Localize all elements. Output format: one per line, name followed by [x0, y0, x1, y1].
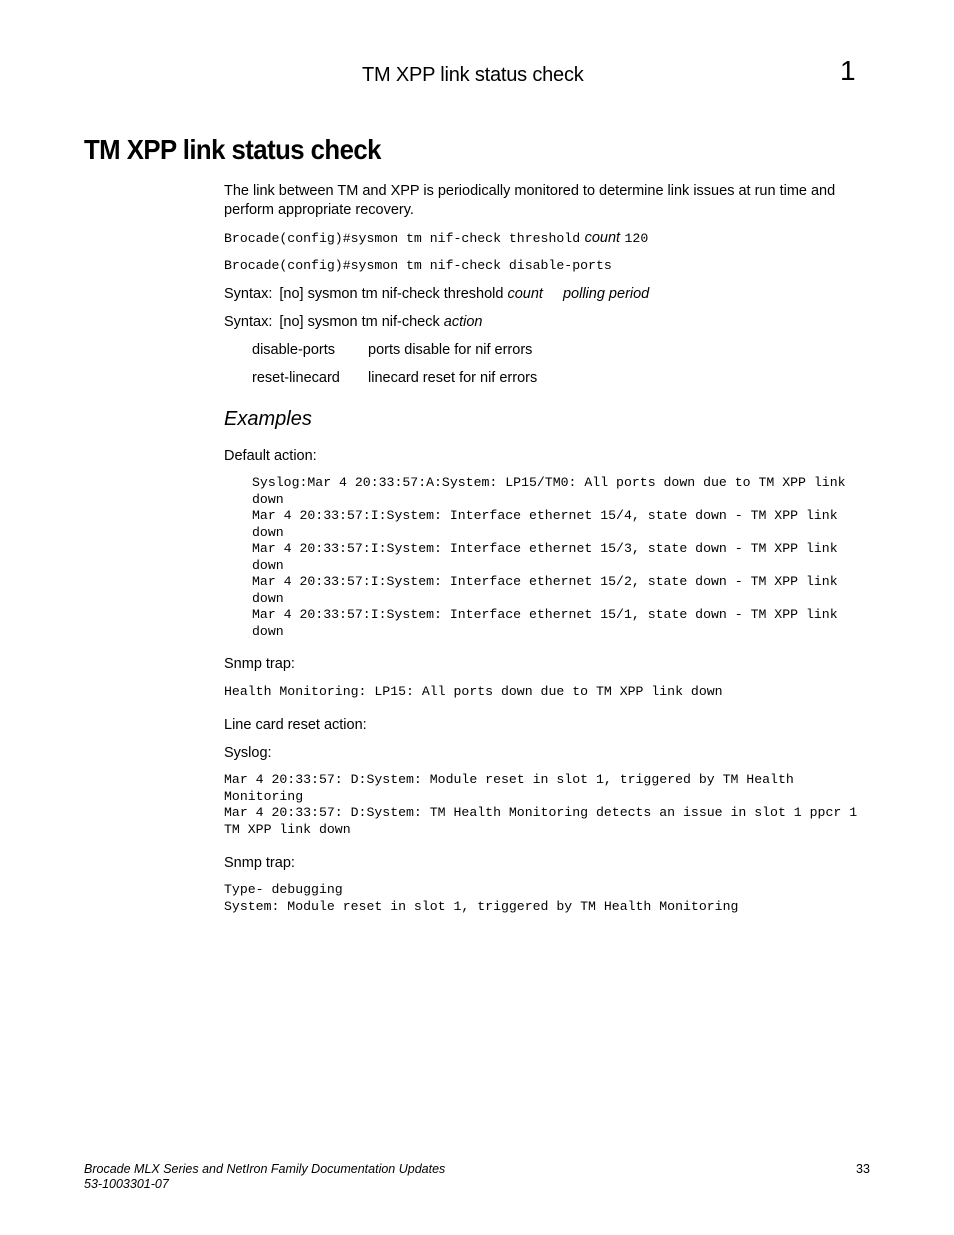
syntax-arg-polling-period: polling period: [562, 286, 650, 302]
chapter-number: 1: [840, 55, 856, 86]
snmp-trap-label: Snmp trap:: [224, 855, 295, 871]
intro-paragraph: The link between TM and XPP is periodically monitored to determine link issues at run time and perform appropriate recovery.: [224, 183, 836, 218]
line-card-reset-label: Line card reset action:: [224, 717, 367, 733]
examples-heading: Examples: [224, 408, 312, 430]
syslog-label: Syslog:: [224, 745, 272, 761]
section-title: TM XPP link status check: [84, 134, 381, 165]
syslog-log: Mar 4 20:33:57: D:System: Module reset in slot 1, triggered by TM Health Monitoring Mar 4 20:33:57: D:System: TM Health Monitoring detects an issue in slot 1 ppcr 1 TM XPP link down: [224, 772, 858, 837]
syntax-label: Syntax:: [224, 314, 273, 330]
default-action-log: Syslog:Mar 4 20:33:57:A:System: LP15/TM0: All ports down due to TM XPP link down Mar 4 20:33:57:I:System: Interface ethernet 15/4, state down - TM XPP link down Mar 4 20:33:57:I:System: Interface ethernet 15/3, state down - TM XPP link down Mar 4 20:33:57:I:System: Interface ethernet 15/2, state down - TM XPP link down Mar 4 20:33:57:I:System: Interface ethernet 15/1, state down - TM XPP link down: [252, 475, 846, 639]
snmp-trap-text: Health Monitoring: LP15: All ports down due to TM XPP link down: [224, 684, 723, 699]
syntax-arg-action: action: [443, 314, 483, 330]
footer-doc-title: Brocade MLX Series and NetIron Family Documentation Updates: [84, 1162, 446, 1176]
footer-doc-number: 53-1003301-07: [84, 1177, 169, 1191]
syntax-line-1: [224, 286, 649, 302]
param-desc-reset-linecard: linecard reset for nif errors: [368, 370, 538, 386]
syntax-command: [no] sysmon tm nif-check threshold: [279, 286, 504, 302]
command-example-1: [224, 229, 648, 248]
snmp-trap-label: Snmp trap:: [224, 656, 295, 672]
snmp-trap-text: Type- debugging System: Module reset in slot 1, triggered by TM Health Monitoring: [224, 882, 739, 914]
param-desc-disable-ports: ports disable for nif errors: [368, 342, 533, 358]
syntax-command: [no] sysmon tm nif-check: [279, 314, 440, 330]
command-arg: count: [584, 230, 621, 246]
syntax-label: Syntax:: [224, 286, 273, 302]
running-header-title: TM XPP link status check: [362, 64, 584, 86]
command-example-2: Brocade(config)#sysmon tm nif-check disable-ports: [224, 258, 612, 273]
command-text: Brocade(config)#sysmon tm nif-check threshold: [224, 231, 581, 246]
page-number: 33: [856, 1162, 870, 1176]
syntax-arg-count: count: [507, 286, 543, 302]
syntax-line-2: [224, 314, 482, 330]
default-action-label: Default action:: [224, 448, 317, 464]
command-value: 120: [624, 231, 649, 246]
param-name-reset-linecard: reset-linecard: [252, 370, 340, 386]
param-name-disable-ports: disable-ports: [252, 342, 336, 358]
